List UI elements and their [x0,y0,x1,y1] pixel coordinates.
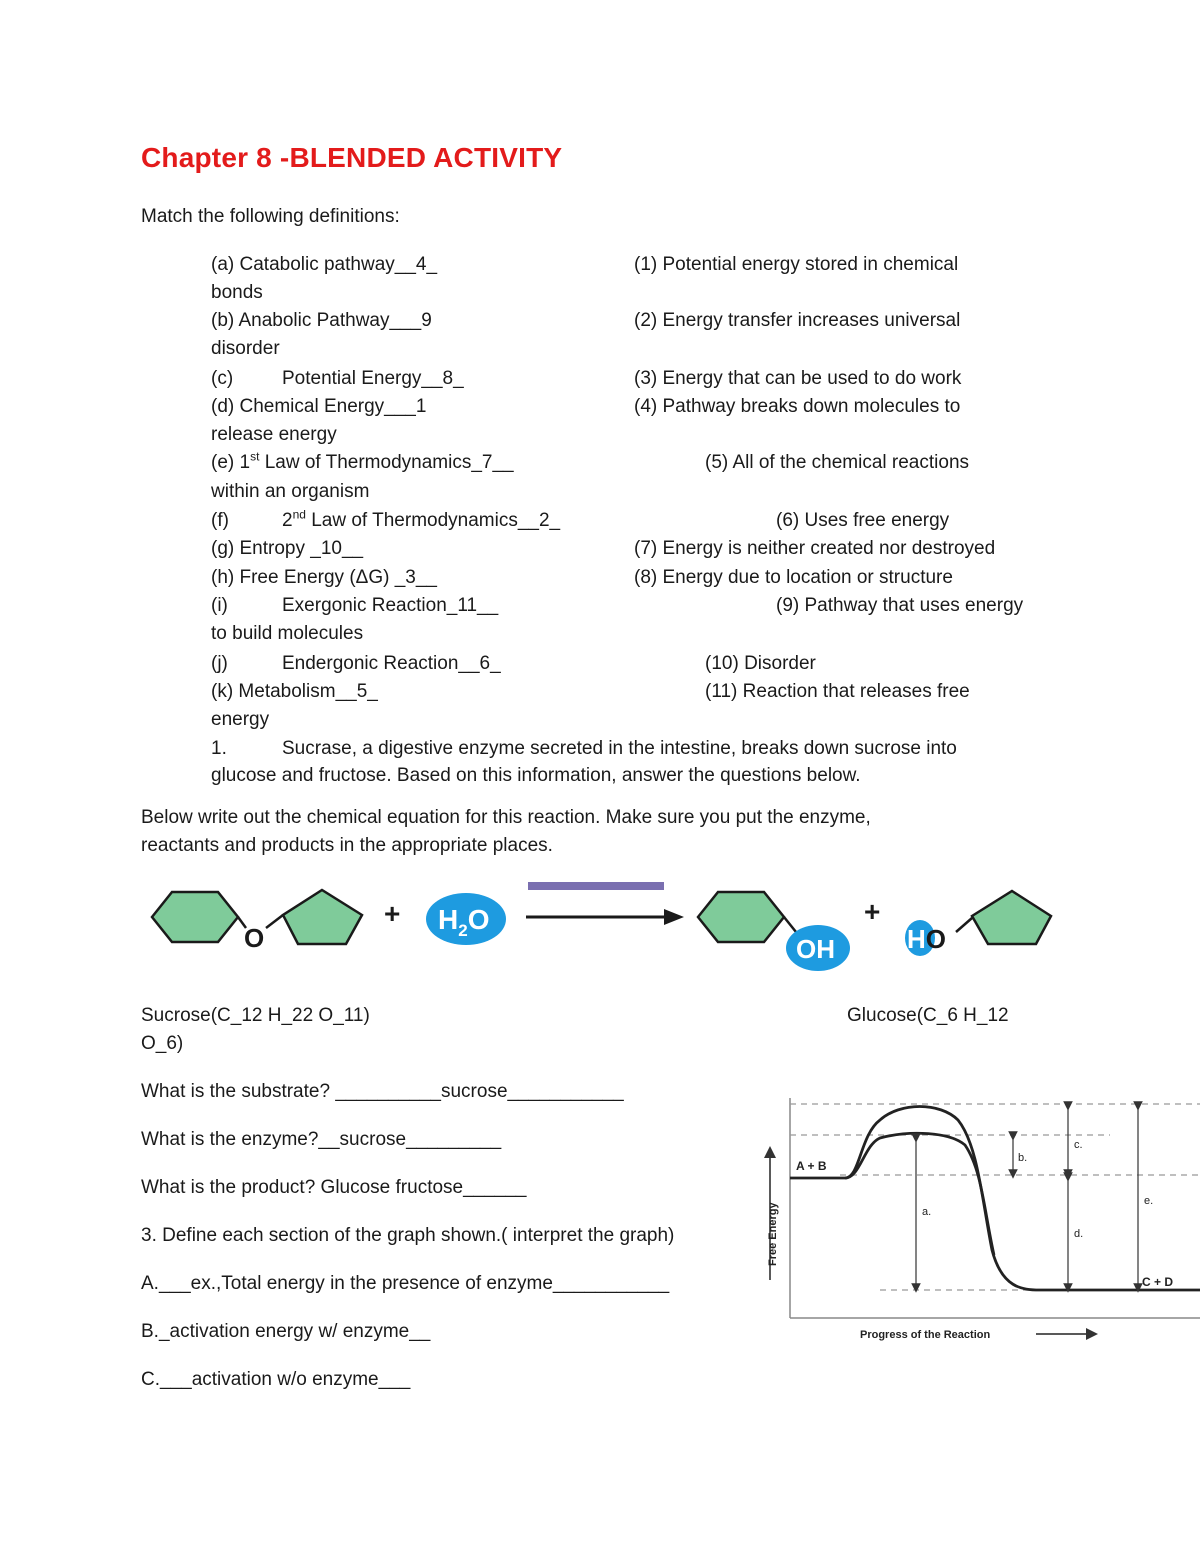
water-label: $H_2O$ [438,904,490,940]
fructose-pentagon [972,891,1051,944]
match-c-label: (c) [211,368,234,389]
graph-x-label: Progress of the Reaction [860,1329,991,1341]
match-f-post: Law of Thermodynamics__2_ [305,510,561,531]
match-10-right: (10) Disorder [705,653,816,674]
answer-b: B._activation energy w/ enzyme__ [141,1321,431,1342]
match-1-right: (1) Potential energy stored in chemical [634,254,959,275]
answer-a: A.___ex.,Total energy in the presence of enzyme___________ [141,1273,670,1294]
glucose-hexagon [698,892,784,942]
equation-instruction-2: reactants and products in the appropriate places. [141,835,553,856]
match-k-wrap: energy [211,709,270,730]
match-e-post: Law of Thermodynamics_7__ [259,452,514,473]
energy-graph [760,1090,1200,1350]
hydroxyl-label: OH [796,934,835,964]
match-7-right: (7) Energy is neither created nor destroyed [634,538,996,559]
label-b: b. [1018,1152,1028,1164]
match-j-left: Endergonic Reaction__6_ [282,653,501,674]
product-question: What is the product? Glucose fructose______ [141,1177,527,1198]
enzyme-question: What is the enzyme?__sucrose_________ [141,1129,502,1150]
match-2-right: (2) Energy transfer increases universal [634,310,961,331]
graph-question: 3. Define each section of the graph shown.( interpret the graph) [141,1225,675,1246]
label-c: c. [1074,1139,1083,1151]
equation-instruction-1: Below write out the chemical equation for this reaction. Make sure you put the enzyme, [141,807,871,828]
match-11-right: (11) Reaction that releases free [705,681,970,702]
match-f-label: (f) [211,510,229,531]
glucose-oh-bond [784,917,796,932]
label-a: a. [922,1206,932,1218]
match-c-left: Potential Energy__8_ [282,368,464,389]
graph-y-label: Free Energy [767,1202,779,1266]
answer-c: C.___activation w/o enzyme___ [141,1369,411,1390]
glycosidic-bond-right [266,915,283,928]
q1-line2: glucose and fructose. Based on this information, answer the questions below. [211,765,861,786]
match-6-right: (6) Uses free energy [776,510,950,531]
reactants-label: A + B [796,1159,827,1173]
q1-line1: Sucrase, a digestive enzyme secreted in the intestine, breaks down sucrose into [282,738,957,759]
products-label: C + D [1142,1275,1174,1289]
instruction: Match the following definitions: [141,206,400,227]
match-3-right: (3) Energy that can be used to do work [634,368,962,389]
match-b-wrap: disorder [211,338,280,359]
plus-sign-2: + [864,896,881,927]
match-j-label: (j) [211,653,228,674]
reaction-diagram [0,870,1200,990]
match-i-label: (i) [211,595,228,616]
reaction-arrow-head [664,909,684,925]
substrate-question: What is the substrate? __________sucrose___________ [141,1081,624,1102]
match-e-wrap: within an organism [211,481,370,502]
ho-label: HO [907,924,947,954]
match-5-right: (5) All of the chemical reactions [705,452,970,473]
match-f-left [282,509,560,533]
q1-number: 1. [211,738,227,759]
match-4-right: (4) Pathway breaks down molecules to [634,396,961,417]
match-a-left: (a) Catabolic pathway__4_ [211,254,438,275]
label-d: d. [1074,1228,1084,1240]
match-f-pre: 2 [282,510,293,531]
match-d-wrap: release energy [211,424,337,445]
match-f-sup: nd [292,507,306,522]
sucrose-label: Sucrose(C_12 H_22 O_11) [141,1005,370,1026]
glucose-label: Glucose(C_6 H_12 [847,1005,1009,1026]
match-a-wrap: bonds [211,282,263,303]
match-i-left: Exergonic Reaction_11__ [282,595,499,616]
page-title: Chapter 8 -BLENDED ACTIVITY [141,142,563,173]
match-d-left: (d) Chemical Energy___1 [211,396,427,417]
match-b-left: (b) Anabolic Pathway___9 [211,310,432,331]
match-9-right: (9) Pathway that uses energy [776,595,1024,616]
glucose-label-wrap: O_6) [141,1033,184,1054]
match-h-left: (h) Free Energy (ΔG) _3__ [211,567,437,588]
match-i-wrap: to build molecules [211,623,364,644]
match-e-sup: st [250,449,260,464]
sucrose-hexagon [152,892,238,942]
glycosidic-oxygen: O [244,923,265,953]
match-k-left: (k) Metabolism__5_ [211,681,378,702]
fructose-bond [956,918,972,932]
label-e: e. [1144,1195,1154,1207]
match-g-left: (g) Entropy _10__ [211,538,364,559]
match-e-pre: (e) 1 [211,452,251,473]
match-e-left [211,451,514,475]
plus-sign-1: + [384,898,401,929]
enzyme-blank-bar [528,882,664,890]
sucrose-pentagon [283,890,362,944]
match-8-right: (8) Energy due to location or structure [634,567,953,588]
